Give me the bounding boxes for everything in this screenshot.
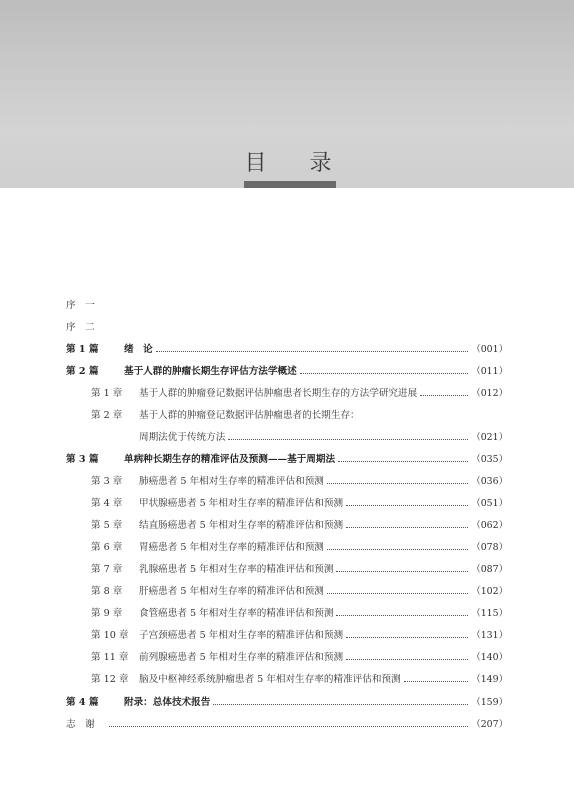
toc-entry[interactable] (91, 538, 508, 554)
toc-page-number: （062） (471, 520, 508, 531)
toc-entry[interactable] (91, 604, 508, 620)
toc-entry-title: 食管癌患者 5 年相对生存率的精准评估和预测 (139, 608, 334, 619)
toc-page-number: （035） (471, 454, 508, 465)
toc-entry-label: 第 3 篇 (66, 454, 99, 465)
toc-entry-title: 绪 论 (124, 344, 153, 355)
toc-page-number: （207） (471, 719, 508, 730)
toc-entry-title: 肝癌患者 5 年相对生存率的精准评估和预测 (139, 586, 324, 597)
toc-entry[interactable] (66, 296, 508, 312)
toc-entry-title: 脑及中枢神经系统肿瘤患者 5 年相对生存率的精准评估和预测 (139, 674, 401, 685)
toc-entry-title: 胃癌患者 5 年相对生存率的精准评估和预测 (139, 542, 324, 553)
toc-entry[interactable] (91, 626, 508, 642)
toc-entry-label: 第 2 篇 (66, 366, 99, 377)
toc-entry[interactable] (139, 428, 508, 444)
toc-entry[interactable] (91, 384, 508, 400)
toc-entry-label: 第 11 章 (91, 652, 129, 663)
toc-entry[interactable] (91, 494, 508, 510)
toc-page-number: （102） (471, 586, 508, 597)
toc-entry[interactable] (91, 516, 508, 532)
toc-entry[interactable] (91, 560, 508, 576)
toc-page-number: （115） (471, 608, 508, 619)
toc-leader-dots (336, 614, 468, 616)
toc-entry[interactable] (91, 670, 508, 686)
toc-page-number: （001） (471, 344, 508, 355)
toc-entry-title: 基于人群的肿瘤登记数据评估肿瘤患者的长期生存： (139, 410, 360, 421)
toc-leader-dots (346, 504, 468, 506)
toc-entry-label: 第 1 章 (91, 388, 123, 399)
toc-page-number: （149） (471, 674, 508, 685)
toc-entry-label: 志 谢 (66, 719, 95, 730)
toc-leader-dots (338, 460, 468, 462)
toc-entry[interactable] (66, 450, 508, 466)
toc-leader-dots (346, 636, 468, 638)
toc-entry-label: 序 二 (66, 322, 95, 333)
toc-leader-dots (420, 394, 468, 396)
toc-entry-label: 第 10 章 (91, 630, 129, 641)
toc-leader-dots (404, 680, 469, 682)
toc-entry-title: 前列腺癌患者 5 年相对生存率的精准评估和预测 (139, 652, 344, 663)
toc-entry-title: 甲状腺癌患者 5 年相对生存率的精准评估和预测 (139, 498, 344, 509)
toc-page-number: （131） (471, 630, 508, 641)
toc-entry-title: 附录：总体技术报告 (124, 697, 211, 708)
toc-entry-title: 乳腺癌患者 5 年相对生存率的精准评估和预测 (139, 564, 334, 575)
toc-page-number: （087） (471, 564, 508, 575)
toc-page-number: （011） (471, 366, 508, 377)
toc-entry-title: 周期法优于传统方法 (139, 432, 226, 443)
toc-page-number: （021） (471, 432, 508, 443)
toc-entry-label: 第 8 章 (91, 586, 123, 597)
toc-entry-title: 基于人群的肿瘤登记数据评估肿瘤患者长期生存的方法学研究进展 (139, 388, 418, 399)
toc-entry-label: 序 一 (66, 300, 95, 311)
toc-entry[interactable] (66, 318, 508, 334)
toc-entry[interactable] (66, 340, 508, 356)
toc-entry-label: 第 1 篇 (66, 344, 99, 355)
toc-page-number: （012） (471, 388, 508, 399)
toc-entry-label: 第 9 章 (91, 608, 123, 619)
toc-entry-label: 第 3 章 (91, 476, 123, 487)
toc-entry-label: 第 7 章 (91, 564, 123, 575)
toc-entry-title: 肺癌患者 5 年相对生存率的精准评估和预测 (139, 476, 324, 487)
toc-entry-label: 第 2 章 (91, 410, 123, 421)
toc-leader-dots (346, 658, 468, 660)
toc-entry-label: 第 6 章 (91, 542, 123, 553)
toc-entry[interactable] (66, 693, 508, 709)
toc-page-number: （140） (471, 652, 508, 663)
toc-entry[interactable] (91, 648, 508, 664)
toc-page-number: （159） (471, 697, 508, 708)
toc-entry[interactable] (91, 472, 508, 488)
toc-leader-dots (327, 548, 468, 550)
toc-entry[interactable] (66, 715, 508, 731)
toc-leader-dots (327, 482, 468, 484)
toc-leader-dots (156, 350, 469, 352)
toc-leader-dots (327, 592, 468, 594)
toc-leader-dots (346, 526, 468, 528)
toc-page-number: （078） (471, 542, 508, 553)
toc-entry-label: 第 12 章 (91, 674, 129, 685)
toc-entry[interactable] (66, 362, 508, 378)
toc-leader-dots (213, 703, 468, 705)
toc-entry-label: 第 4 章 (91, 498, 123, 509)
toc-entry[interactable] (91, 582, 508, 598)
toc-entry-title: 基于人群的肿瘤长期生存评估方法学概述 (124, 366, 297, 377)
toc-leader-dots (228, 438, 468, 440)
toc-leader-dots (336, 570, 468, 572)
toc-entry-title: 子宫颈癌患者 5 年相对生存率的精准评估和预测 (139, 630, 344, 641)
toc-entry-label: 第 5 章 (91, 520, 123, 531)
page-title: 目 录 (244, 151, 350, 176)
toc-page-number: （036） (471, 476, 508, 487)
toc-entry[interactable] (91, 406, 508, 422)
toc-page-number: （051） (471, 498, 508, 509)
toc-leader-dots (300, 372, 469, 374)
toc-entry-title: 结直肠癌患者 5 年相对生存率的精准评估和预测 (139, 520, 344, 531)
toc-entry-label: 第 4 篇 (66, 697, 99, 708)
toc-entry-title: 单病种长期生存的精准评估及预测——基于周期法 (124, 454, 336, 465)
toc-leader-dots (109, 725, 468, 727)
